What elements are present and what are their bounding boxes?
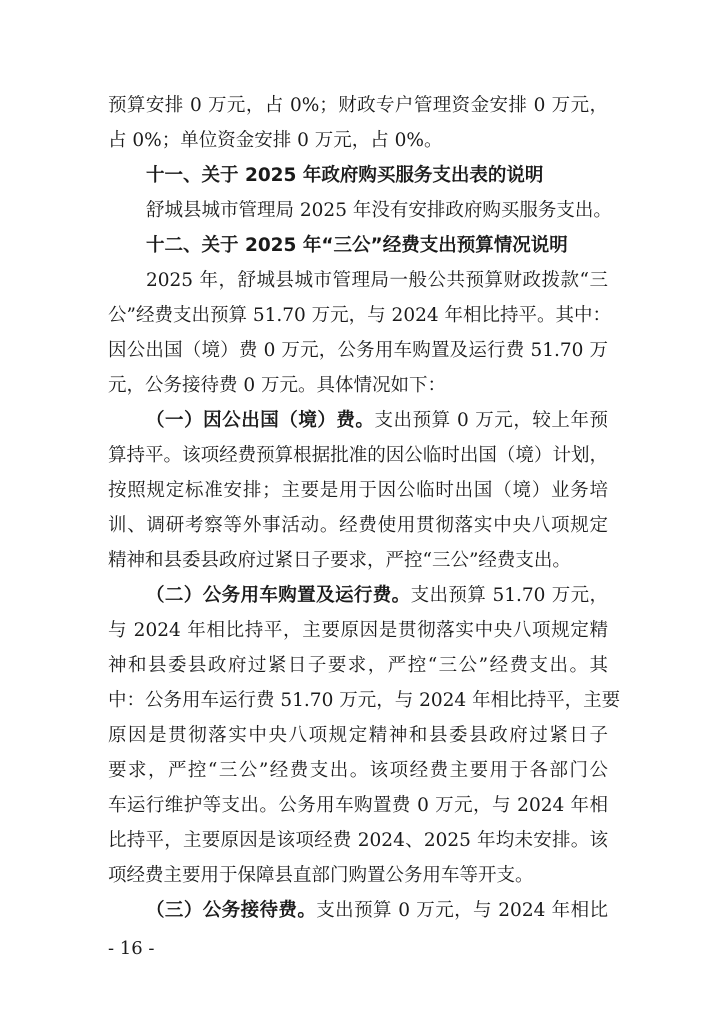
subheading-official-vehicles: （二）公务用车购置及运行费。: [146, 585, 411, 606]
text-line: 比持平，主要原因是该项经费 2024、2025 年均未安排。该: [108, 830, 608, 851]
paragraph-line: [146, 409, 608, 433]
subheading-official-reception: （三）公务接待费。: [146, 900, 317, 921]
page-number: - 16 -: [108, 938, 155, 959]
text-line: 神和县委县政府过紧日子要求，严控“三公”经费支出。其: [108, 655, 608, 676]
text-line: 原因是贯彻落实中央八项规定精神和县委县政府过紧日子: [108, 725, 608, 746]
text-line: 按照规定标准安排；主要是用于因公临时出国（境）业务培: [108, 480, 608, 501]
text-line: 项经费主要用于保障县直部门购置公务用车等开支。: [108, 865, 534, 886]
section-heading-11: 十一、关于 2025 年政府购买服务支出表的说明: [146, 165, 544, 186]
text-line: 要求，严控“三公”经费支出。该项经费主要用于各部门公: [108, 760, 608, 781]
text-line: 公”经费支出预算 51.70 万元，与 2024 年相比持平。其中：: [108, 305, 612, 326]
text-line: 舒城县城市管理局 2025 年没有安排政府购买服务支出。: [146, 200, 612, 221]
text-line: 车运行维护等支出。公务用车购置费 0 万元，与 2024 年相: [108, 795, 608, 816]
section-heading-12: 十二、关于 2025 年“三公”经费支出预算情况说明: [146, 235, 568, 256]
text-line: 中：公务用车运行费 51.70 万元，与 2024 年相比持平，主要: [108, 690, 621, 711]
text-line: 因公出国（境）费 0 万元，公务用车购置及运行费 51.70 万: [108, 340, 608, 361]
subheading-overseas-travel: （一）因公出国（境）费。: [146, 410, 375, 431]
paragraph-line: [146, 584, 608, 608]
text-line: 精神和县委县政府过紧日子要求，严控“三公”经费支出。: [108, 550, 571, 571]
text-line: 训、调研考察等外事活动。经费使用贯彻落实中央八项规定: [108, 515, 608, 536]
text-span: 支出预算 0 万元，与 2024 年相比: [316, 900, 608, 921]
text-line: 占 0%；单位资金安排 0 万元，占 0%。: [108, 130, 443, 151]
text-line: 元，公务接待费 0 万元。具体情况如下：: [108, 375, 447, 396]
text-line: 算持平。该项经费预算根据批准的因公临时出国（境）计划，: [108, 445, 608, 466]
text-line: 2025 年，舒城县城市管理局一般公共预算财政拨款“三: [146, 270, 608, 291]
text-span: 支出预算 51.70 万元，: [410, 585, 608, 606]
text-line: 预算安排 0 万元，占 0%；财政专户管理资金安排 0 万元，: [108, 95, 608, 116]
text-span: 支出预算 0 万元，较上年预: [374, 410, 608, 431]
paragraph-line: [146, 899, 608, 923]
text-line: 与 2024 年相比持平，主要原因是贯彻落实中央八项规定精: [108, 620, 608, 641]
